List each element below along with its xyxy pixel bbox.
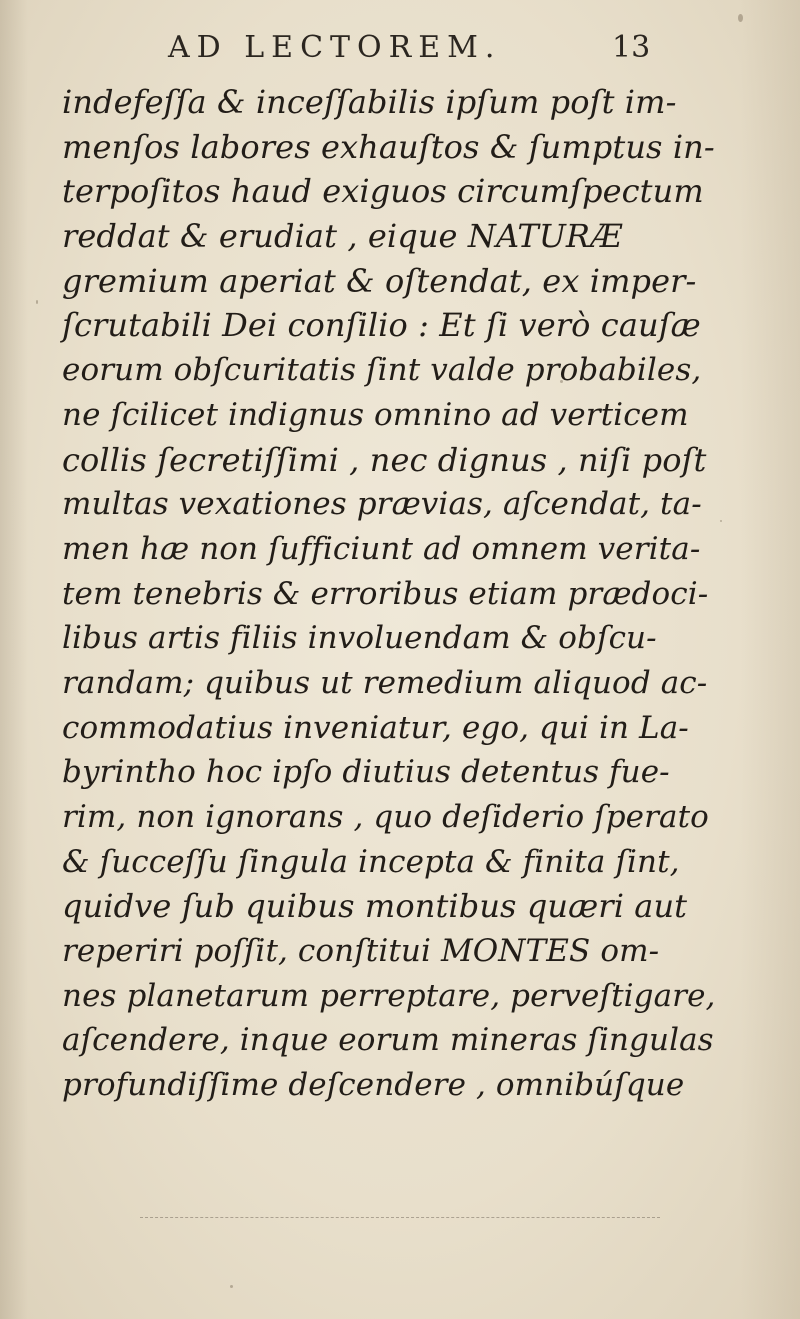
text-line: terpoſitos haud exiguos circumſpectum [62,172,704,211]
running-head-title: AD LECTOREM. [168,30,502,65]
text-line: indefeſſa & inceſſabilis ipſum poſt im- [62,83,677,121]
text-line: multas vexationes prævias, aſcendat, ta- [62,486,702,523]
text-line: libus artis filiis involuendam & obſcu- [62,620,657,657]
text-line: gremium aperiat & oſtendat, ex imper- [62,261,697,300]
paper-speck [230,1285,233,1288]
text-line: tem tenebris & erroribus etiam prædoci- [62,575,709,612]
text-line: & ſucceſſu ſingula incepta & finita ſint, [62,843,680,880]
paper-speck [738,14,743,22]
text-line: profundiſſime deſcendere , omnibúſque [62,1067,685,1104]
page-edge-shadow [740,0,800,1319]
bottom-rule [140,1217,660,1219]
text-line: reperiri poſſit, conſtitui MONTES om- [62,933,660,970]
text-line: collis ſecretiſſimi , nec dignus , niſi poſt [62,440,707,479]
paper-speck [720,520,722,522]
text-line: commodatius inveniatur, ego, qui in La- [62,709,689,746]
text-line: aſcendere, inque eorum mineras ſingulas [62,1022,714,1059]
paper-speck [36,300,38,304]
gutter-shadow [0,0,28,1319]
text-line: randam; quibus ut remedium aliquod ac- [62,664,708,701]
body-text [62,80,716,1108]
text-line: ſcrutabili Dei conſilio : Et ſi verò cauſæ [62,306,701,345]
text-line: nes planetarum perreptare, perveſtigare, [62,977,716,1014]
text-line: quidve ſub quibus montibus quæri aut [62,887,688,926]
text-line: menſos labores exhauſtos & ſumptus in- [62,127,715,166]
text-line: byrintho hoc ipſo diutius detentus fue- [62,754,670,791]
paper-speck [560,380,563,383]
text-line: eorum obſcuritatis ſint valde probabiles, [62,352,702,389]
text-line: ne ſcilicet indignus omnino ad verticem [62,396,689,433]
page-number: 13 [612,30,651,65]
text-line: men hæ non ſufficiunt ad omnem verita- [62,530,701,567]
text-line: reddat & erudiat , eique NATURÆ [62,217,623,256]
text-line: rim, non ignorans , quo deſiderio ſperato [62,799,709,835]
running-head [60,30,660,70]
